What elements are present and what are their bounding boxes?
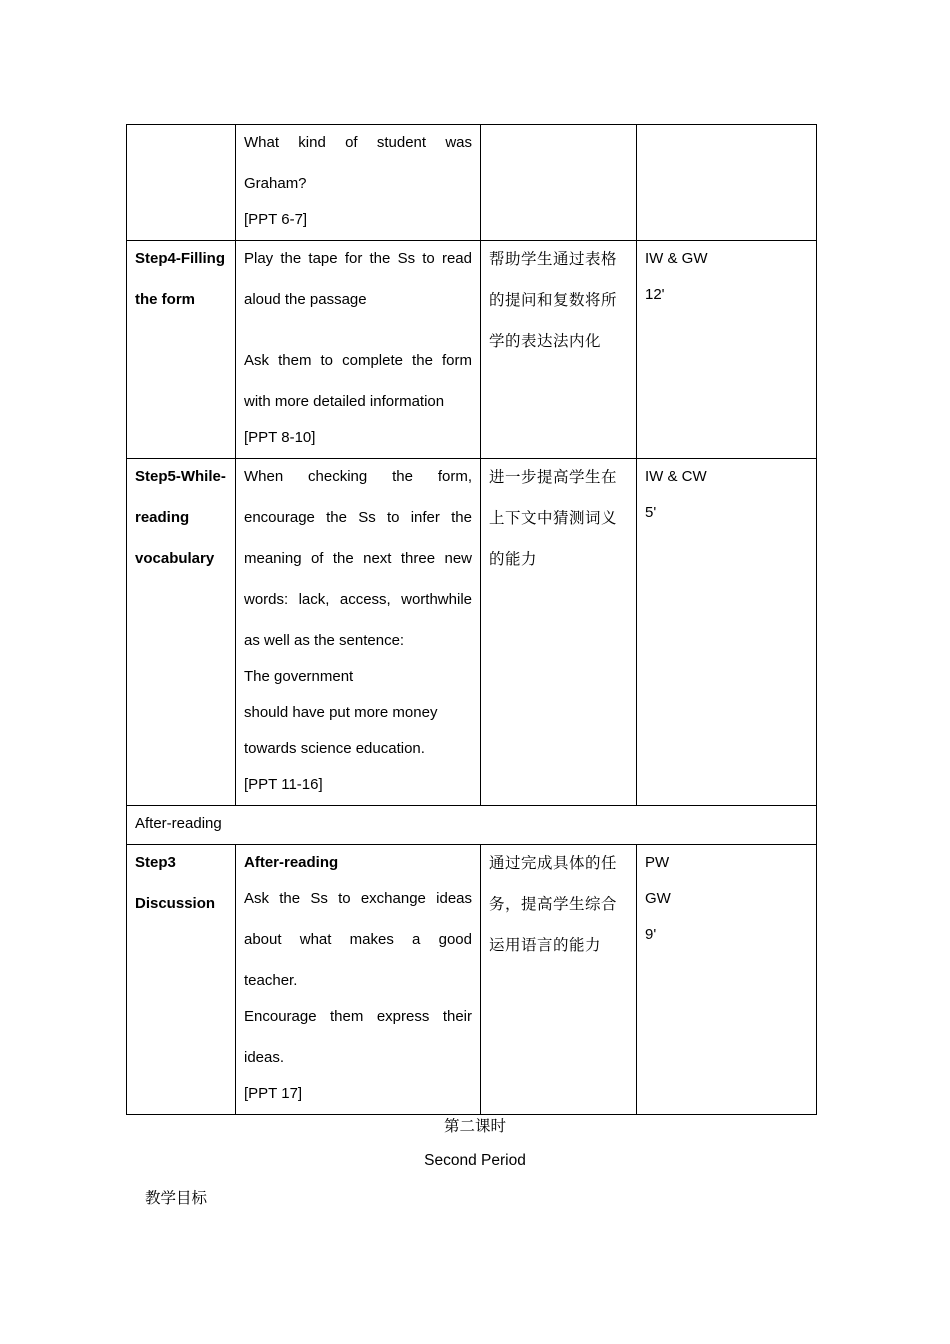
purpose-line: 的提问和复数将所 — [489, 291, 618, 309]
step-title: Step4-Filling — [135, 250, 225, 267]
ppt-reference: [PPT 6-7] — [244, 211, 308, 228]
activity-line: Ask them to complete the form — [244, 352, 472, 369]
ppt-reference: [PPT 8-10] — [244, 429, 316, 446]
activity-cell — [236, 459, 481, 806]
table-row — [127, 125, 817, 241]
activity-line: Graham? — [244, 175, 307, 192]
period-title-cn: 第二课时 — [443, 1117, 506, 1135]
work-mode: GW — [645, 890, 671, 907]
section-row — [127, 806, 817, 845]
step-cell — [127, 125, 236, 241]
activity-line: ideas. — [244, 1049, 285, 1066]
mode-time-cell — [637, 241, 817, 459]
purpose-cell — [481, 241, 637, 459]
step-title: Step3 — [135, 854, 176, 871]
mode-time-cell — [637, 125, 817, 241]
section-title: After-reading — [135, 815, 222, 832]
mode-time-cell — [637, 845, 817, 1115]
table-row — [127, 459, 817, 806]
activity-line: Ask the Ss to exchange ideas — [244, 890, 472, 907]
teaching-goals-heading: 教学目标 — [145, 1189, 208, 1207]
activity-line: meaning of the next three new — [244, 550, 472, 567]
purpose-line: 的能力 — [489, 550, 538, 568]
purpose-line: 学的表达法内化 — [489, 332, 602, 350]
activity-line: The government — [244, 668, 354, 685]
work-mode: IW & CW — [645, 468, 707, 485]
period-title-en: Second Period — [424, 1152, 526, 1169]
table-row — [127, 845, 817, 1115]
purpose-cell — [481, 459, 637, 806]
activity-line: about what makes a good — [244, 931, 472, 948]
purpose-cell — [481, 125, 637, 241]
step-cell — [127, 241, 236, 459]
activity-line: aloud the passage — [244, 291, 367, 308]
activity-cell — [236, 241, 481, 459]
time-duration: 5' — [645, 504, 657, 521]
activity-cell — [236, 845, 481, 1115]
section-cell — [127, 806, 817, 845]
purpose-line: 运用语言的能力 — [489, 936, 602, 954]
activity-line: encourage the Ss to infer the — [244, 509, 472, 526]
step-title: Discussion — [135, 895, 216, 912]
activity-cell — [236, 125, 481, 241]
step-title: reading — [135, 509, 190, 526]
activity-line: as well as the sentence: — [244, 632, 405, 649]
time-duration: 9' — [645, 926, 657, 943]
activity-line: teacher. — [244, 972, 298, 989]
step-cell — [127, 845, 236, 1115]
step-title: Step5-While- — [135, 468, 226, 485]
mode-time-cell — [637, 459, 817, 806]
purpose-line: 帮助学生通过表格 — [489, 250, 618, 268]
purpose-cell — [481, 845, 637, 1115]
work-mode: IW & GW — [645, 250, 708, 267]
activity-line: Encourage them express their — [244, 1008, 472, 1025]
step-title: the form — [135, 291, 195, 308]
activity-line: Play the tape for the Ss to read — [244, 250, 472, 267]
ppt-reference: [PPT 17] — [244, 1085, 303, 1102]
activity-line: towards science education. — [244, 740, 425, 757]
activity-line: should have put more money — [244, 704, 438, 721]
purpose-line: 通过完成具体的任 — [489, 854, 618, 872]
purpose-line: 上下文中猜测词义 — [489, 509, 618, 527]
purpose-line: 进一步提高学生在 — [489, 468, 618, 486]
activity-line: When checking the form, — [244, 468, 472, 485]
activity-line: with more detailed information — [244, 393, 445, 410]
table-row — [127, 241, 817, 459]
activity-line: What kind of student was — [244, 134, 472, 151]
lesson-plan-table — [126, 124, 817, 1115]
step-cell — [127, 459, 236, 806]
ppt-reference: [PPT 11-16] — [244, 776, 323, 793]
time-duration: 12' — [645, 286, 665, 303]
activity-line: words: lack, access, worthwhile — [244, 591, 472, 608]
step-title: vocabulary — [135, 550, 215, 567]
purpose-line: 务，提高学生综合 — [489, 895, 618, 913]
work-mode: PW — [645, 854, 670, 871]
activity-heading: After-reading — [244, 854, 339, 871]
